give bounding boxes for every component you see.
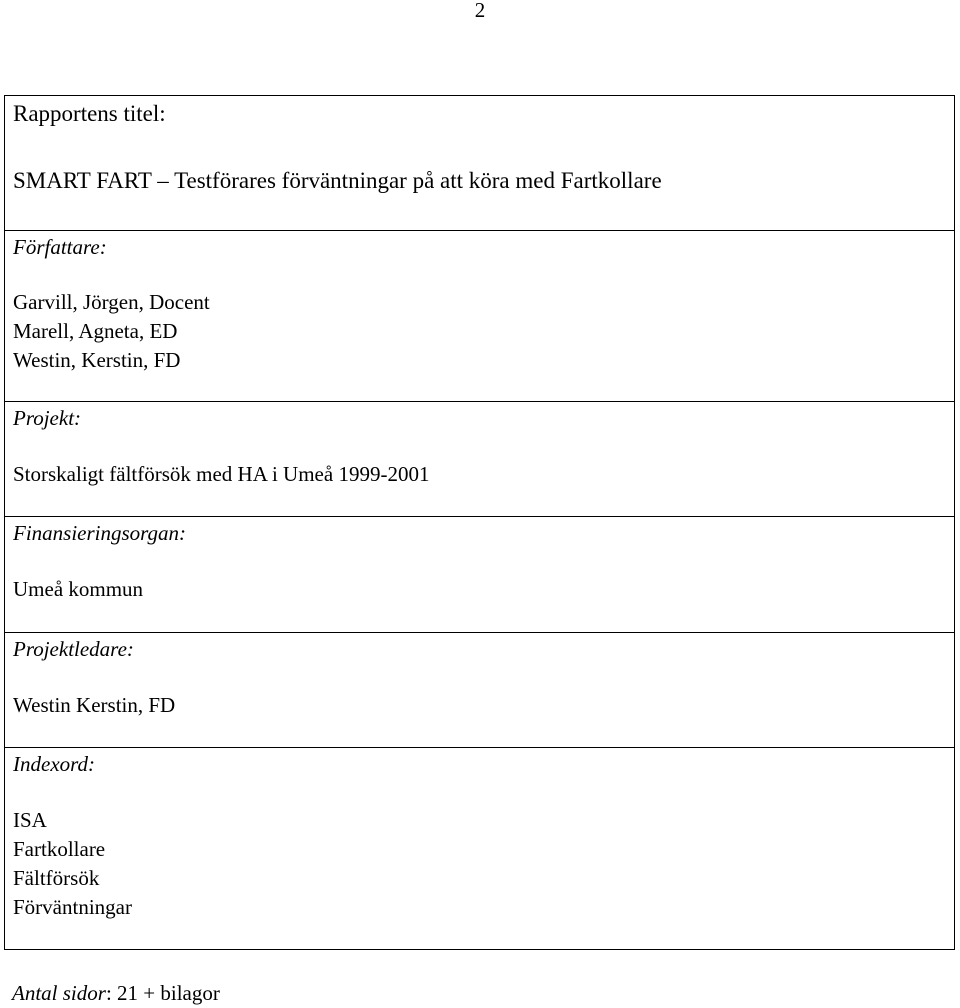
page-count-value: : 21 + bilagor: [105, 981, 220, 1005]
authors-list: [13, 288, 954, 375]
funder-section: [5, 517, 954, 633]
project-label: Projekt:: [13, 406, 82, 430]
keyword-item: Fartkollare: [13, 837, 106, 861]
project-leader-section: [5, 633, 954, 748]
keywords-label: Indexord:: [13, 752, 96, 776]
page-count-label: Antal sidor: [12, 981, 106, 1005]
keyword-item: Förväntningar: [13, 895, 132, 919]
author-item: Westin, Kerstin, FD: [13, 348, 181, 372]
keyword-item: Fältförsök: [13, 866, 100, 890]
project-section: [5, 402, 954, 517]
report-info-box: [4, 95, 955, 950]
report-title: SMART FART – Testförares förväntningar på att köra med Fartkollare: [13, 168, 662, 193]
author-item: Marell, Agneta, ED: [13, 319, 178, 343]
funder-label: Finansieringsorgan:: [13, 521, 187, 545]
project-value: Storskaligt fältförsök med HA i Umeå 1999-2001: [13, 462, 430, 486]
project-leader-value: Westin Kerstin, FD: [13, 693, 176, 717]
funder-value: Umeå kommun: [13, 577, 144, 601]
authors-label: Författare:: [13, 235, 107, 259]
keyword-item: ISA: [13, 808, 47, 832]
author-item: Garvill, Jörgen, Docent: [13, 290, 210, 314]
authors-section: [5, 231, 954, 402]
page-count-line: [12, 978, 220, 1008]
title-section: [5, 96, 954, 231]
title-label: Rapportens titel:: [13, 101, 166, 126]
keywords-section: [5, 748, 954, 949]
keywords-list: [13, 806, 954, 922]
page-number: 2: [474, 0, 486, 22]
project-leader-label: Projektledare:: [13, 637, 134, 661]
